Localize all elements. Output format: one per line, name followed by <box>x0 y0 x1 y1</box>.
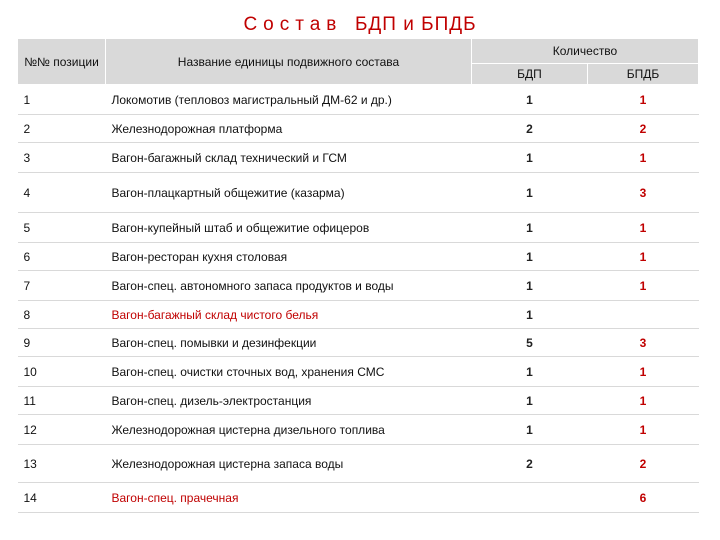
row-number: 12 <box>18 415 106 445</box>
title-part1: Состав <box>243 14 343 35</box>
row-bpdb-count: 1 <box>588 415 699 445</box>
row-bdp-count: 1 <box>472 271 588 301</box>
table-row <box>18 357 699 387</box>
row-number: 8 <box>18 301 106 329</box>
row-number: 1 <box>18 85 106 115</box>
row-number: 5 <box>18 213 106 243</box>
header-bpdb: БПДБ <box>588 64 699 85</box>
table-row <box>18 483 699 513</box>
row-bpdb-count: 1 <box>588 143 699 173</box>
row-unit-name: Железнодорожная платформа <box>106 115 472 143</box>
table-row <box>18 271 699 301</box>
row-number: 10 <box>18 357 106 387</box>
row-bdp-count: 1 <box>472 301 588 329</box>
row-unit-name: Железнодорожная цистерна дизельного топлива <box>106 415 472 445</box>
row-number: 11 <box>18 387 106 415</box>
row-number: 3 <box>18 143 106 173</box>
row-unit-name: Вагон-спец. помывки и дезинфекции <box>106 329 472 357</box>
header-position: №№ позиции <box>18 39 106 85</box>
row-unit-name: Вагон-плацкартный общежитие (казарма) <box>106 173 472 213</box>
row-bdp-count: 5 <box>472 329 588 357</box>
table-row <box>18 173 699 213</box>
row-bpdb-count: 1 <box>588 387 699 415</box>
row-bpdb-count: 6 <box>588 483 699 513</box>
row-bpdb-count: 1 <box>588 213 699 243</box>
row-bdp-count: 1 <box>472 357 588 387</box>
header-bdp: БДП <box>472 64 588 85</box>
row-number: 7 <box>18 271 106 301</box>
row-number: 14 <box>18 483 106 513</box>
row-bdp-count: 1 <box>472 243 588 271</box>
row-bpdb-count: 1 <box>588 357 699 387</box>
row-bpdb-count: 3 <box>588 329 699 357</box>
row-bpdb-count: 2 <box>588 445 699 483</box>
row-number: 6 <box>18 243 106 271</box>
row-number: 13 <box>18 445 106 483</box>
row-bpdb-count: 1 <box>588 243 699 271</box>
table-row <box>18 85 699 115</box>
row-bdp-count: 1 <box>472 85 588 115</box>
row-unit-name: Вагон-багажный склад чистого белья <box>106 301 472 329</box>
table-row <box>18 301 699 329</box>
row-unit-name: Локомотив (тепловоз магистральный ДМ-62 и др.) <box>106 85 472 115</box>
table-row <box>18 243 699 271</box>
row-bdp-count: 2 <box>472 445 588 483</box>
table-row <box>18 329 699 357</box>
page-title <box>0 14 720 36</box>
row-unit-name: Вагон-спец. автономного запаса продуктов и воды <box>106 271 472 301</box>
table-row <box>18 143 699 173</box>
row-unit-name: Вагон-ресторан кухня столовая <box>106 243 472 271</box>
row-bdp-count: 1 <box>472 213 588 243</box>
table-row <box>18 445 699 483</box>
row-bdp-count: 1 <box>472 415 588 445</box>
row-unit-name: Вагон-спец. очистки сточных вод, хранения СМС <box>106 357 472 387</box>
header-name: Название единицы подвижного состава <box>106 39 472 85</box>
row-bdp-count: 1 <box>472 387 588 415</box>
row-bdp-count: 1 <box>472 173 588 213</box>
row-number: 4 <box>18 173 106 213</box>
row-bpdb-count: 1 <box>588 271 699 301</box>
row-bdp-count: 2 <box>472 115 588 143</box>
table-row <box>18 387 699 415</box>
header-quantity: Количество <box>472 39 699 64</box>
row-bpdb-count: 2 <box>588 115 699 143</box>
table-row <box>18 213 699 243</box>
table-body <box>18 85 699 513</box>
row-bpdb-count <box>588 301 699 329</box>
row-bpdb-count: 1 <box>588 85 699 115</box>
row-unit-name: Вагон-багажный склад технический и ГСМ <box>106 143 472 173</box>
row-unit-name: Вагон-спец. дизель-электростанция <box>106 387 472 415</box>
title-part2: БДП и БПДБ <box>354 14 477 35</box>
row-unit-name: Вагон-спец. прачечная <box>106 483 472 513</box>
table-row <box>18 115 699 143</box>
table-row <box>18 415 699 445</box>
row-bpdb-count: 3 <box>588 173 699 213</box>
row-bdp-count <box>472 483 588 513</box>
row-unit-name: Вагон-купейный штаб и общежитие офицеров <box>106 213 472 243</box>
composition-table <box>17 38 699 513</box>
row-number: 9 <box>18 329 106 357</box>
row-bdp-count: 1 <box>472 143 588 173</box>
row-number: 2 <box>18 115 106 143</box>
row-unit-name: Железнодорожная цистерна запаса воды <box>106 445 472 483</box>
